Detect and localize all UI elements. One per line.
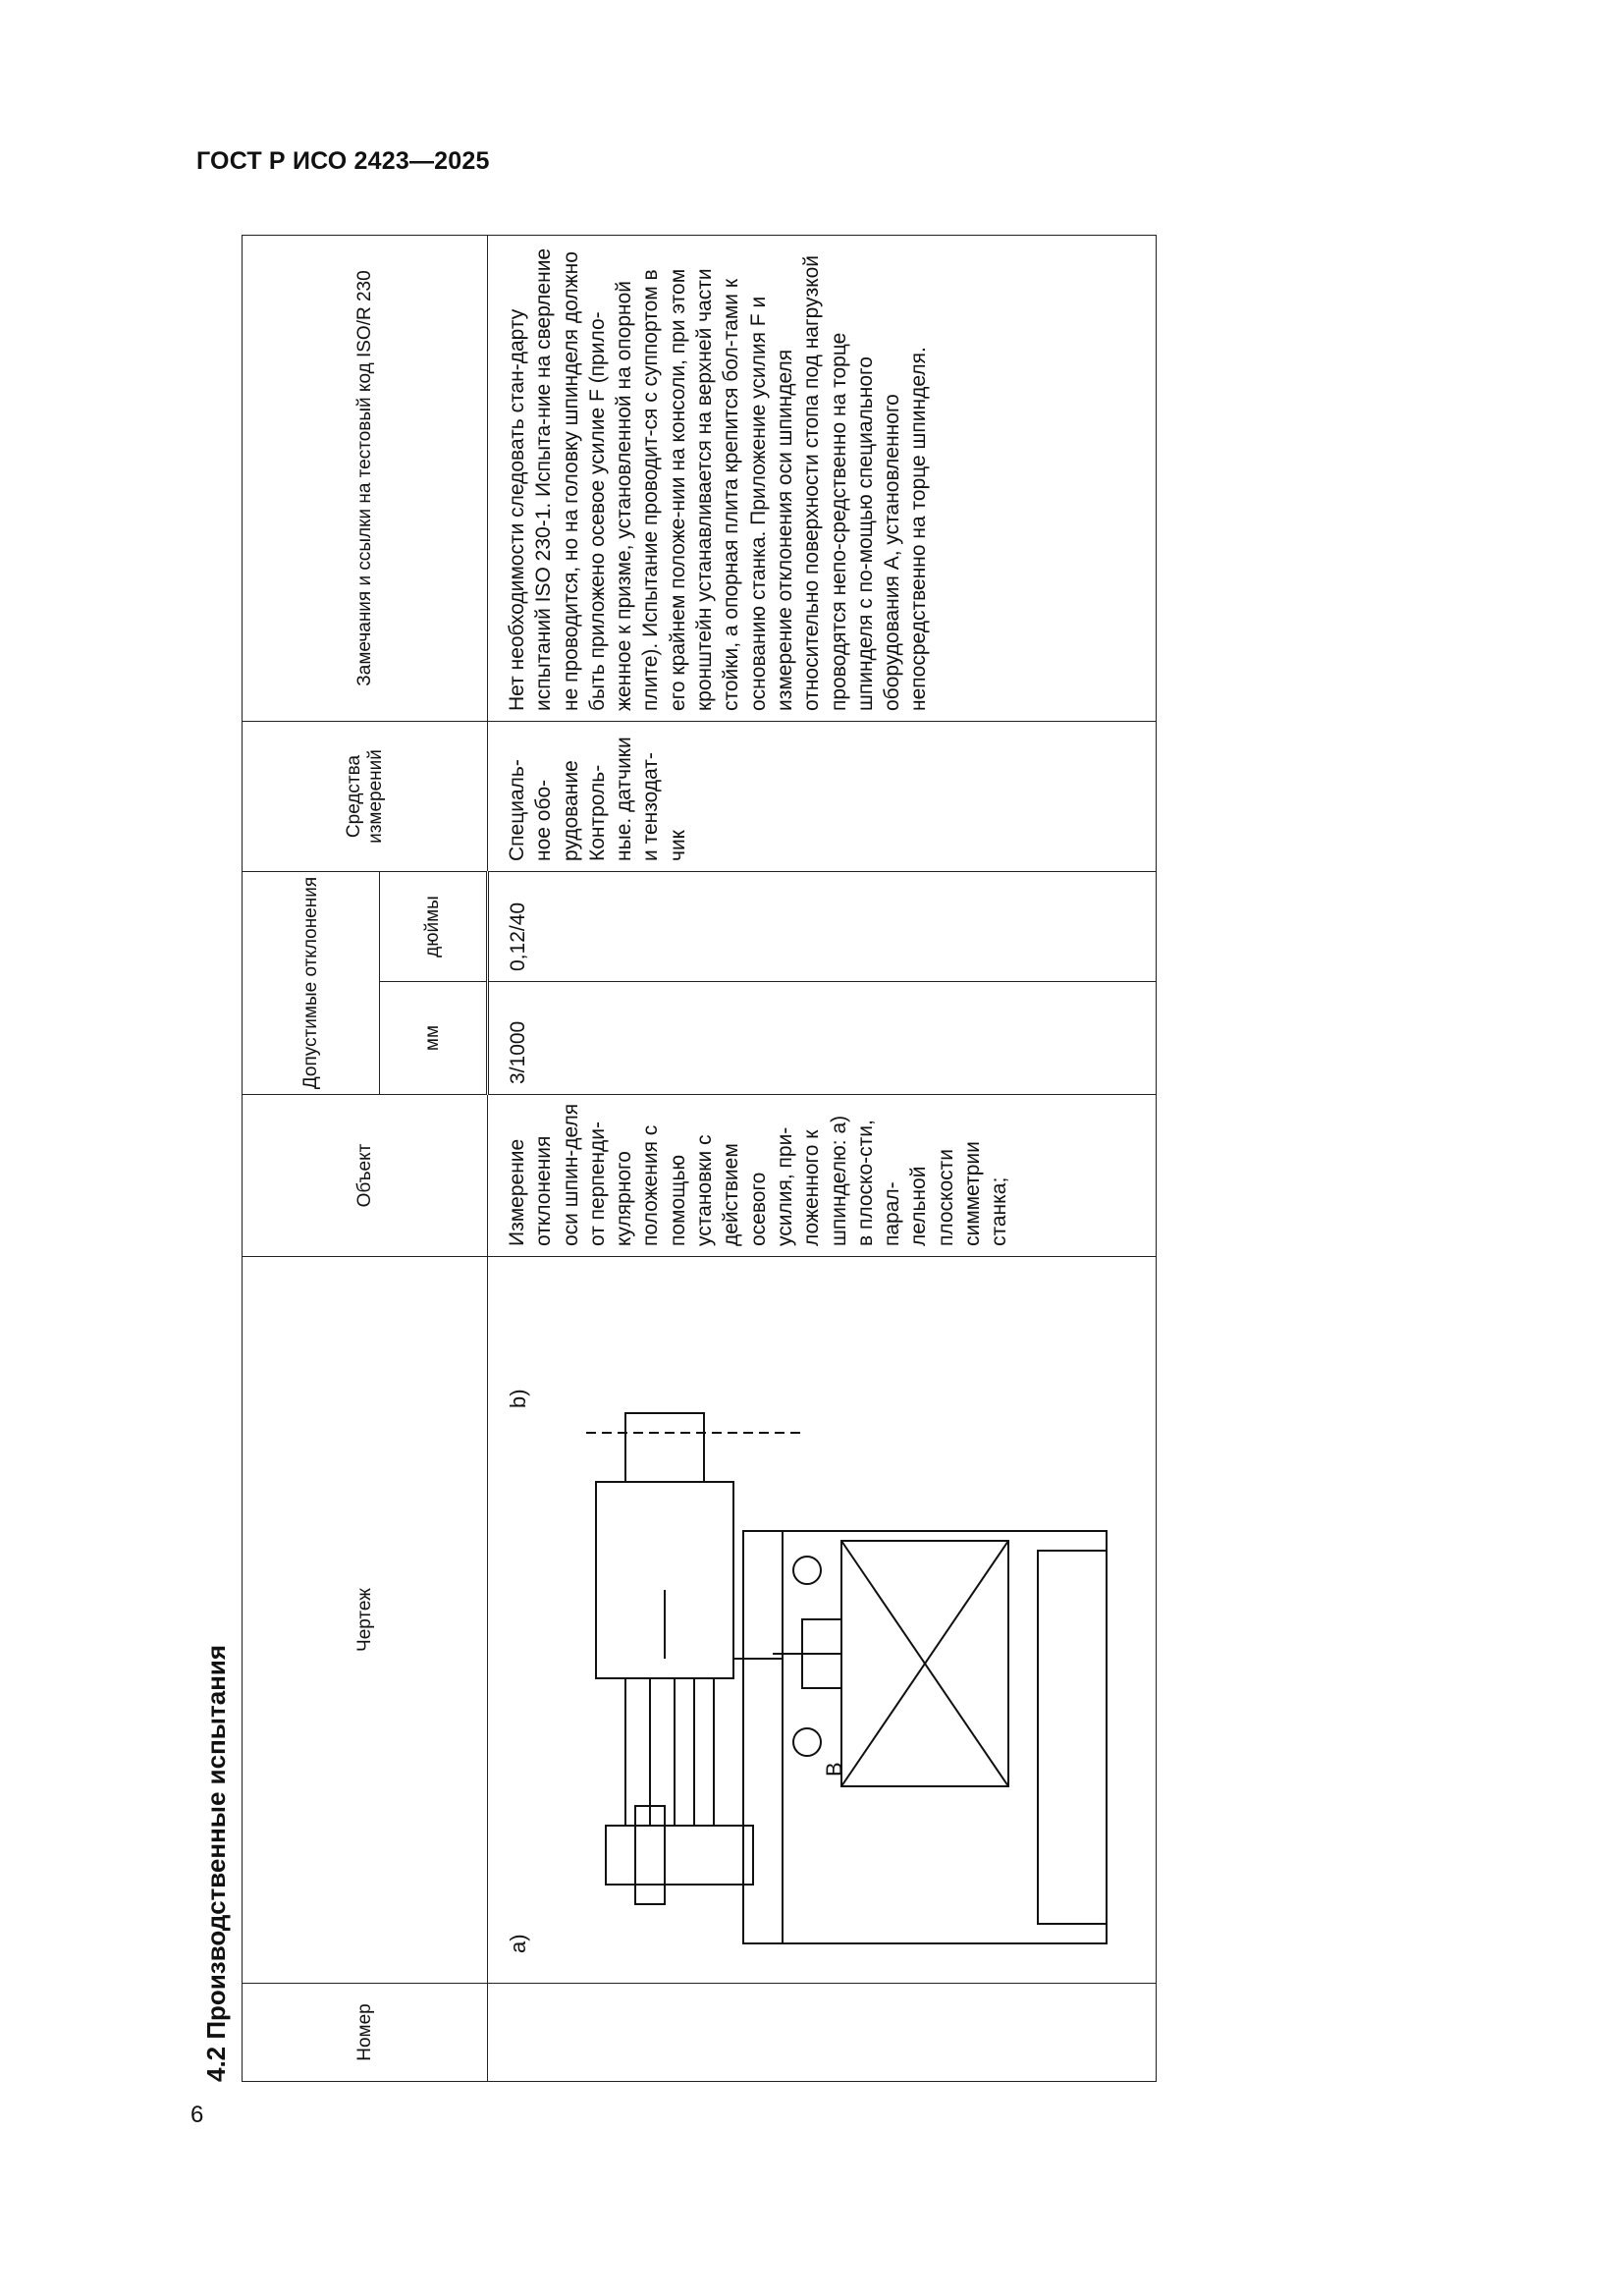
remarks-text: Нет необходимости следовать стан-дарту испытаний ISO 230-1. Испыта-ние на сверление не проводится, но на головку шпинделя должно быть приложено осевое усилие F (прило-женное к призме, установленной на опорной плите). Испытание проводит-ся с суппортом в его крайнем положе-нии на консоли, при этом кронштейн устанавливается на верхней части стойки, а опорная плита крепится бол-тами к основанию станка. Приложение усилия F и измерение отклонения оси шпинделя относительно поверхности стопа под нагрузкой проводятся непо-средственно на торце шпинделя с по-мощью специального оборудования A, установленного непосредственно на торце шпинделя. (506, 247, 931, 711)
tolerance-mm-value: 3/1000 (507, 1020, 529, 1084)
test-spec-table (242, 235, 1157, 2082)
machine-drawing (488, 1256, 1156, 1983)
rotated-page-content (196, 98, 1139, 2092)
cell-tolerance-mm (488, 982, 1157, 1095)
header-object: Объект (243, 1095, 488, 1257)
section-title: 4.2 Производственные испытания (201, 1644, 231, 2082)
header-number: Номер (243, 1984, 488, 2082)
cell-remarks (488, 236, 1157, 722)
document-header: ГОСТ Р ИСО 2423—2025 (196, 147, 490, 175)
cell-instruments (488, 722, 1157, 872)
cell-tolerance-inches (488, 872, 1157, 982)
cell-object (488, 1095, 1157, 1257)
drawing-label-a: a) (506, 1934, 530, 1953)
header-instruments: Средства измерений (243, 722, 488, 872)
cell-drawing (488, 1257, 1157, 1984)
cell-number (488, 1984, 1157, 2082)
page-number: 6 (190, 2102, 204, 2128)
header-remarks: Замечания и ссылки на тестовый код ISO/R 230 (243, 236, 488, 722)
header-drawing: Чертеж (243, 1257, 488, 1984)
header-inches: дюймы (380, 872, 488, 982)
header-tolerances: Допустимые отклонения (243, 872, 380, 1095)
instruments-text: Специаль-ное обо-рудование Контроль-ные. датчики и тензодат-чик (506, 737, 689, 861)
tolerance-inches-value: 0,12/40 (507, 902, 529, 971)
object-text: Измерение отклонения оси шпин-деля от перпенди-кулярного положения с помощью установки с действием осевого усилия, при-ложенного к шпинделю: a) в плоско-сти, парал-лельной плоскости симметрии станка; (506, 1103, 1011, 1246)
drawing-label-B: B (822, 1762, 846, 1777)
header-mm: мм (380, 982, 488, 1095)
drawing-label-b: b) (506, 1389, 530, 1408)
figure-a (586, 1413, 1107, 1943)
